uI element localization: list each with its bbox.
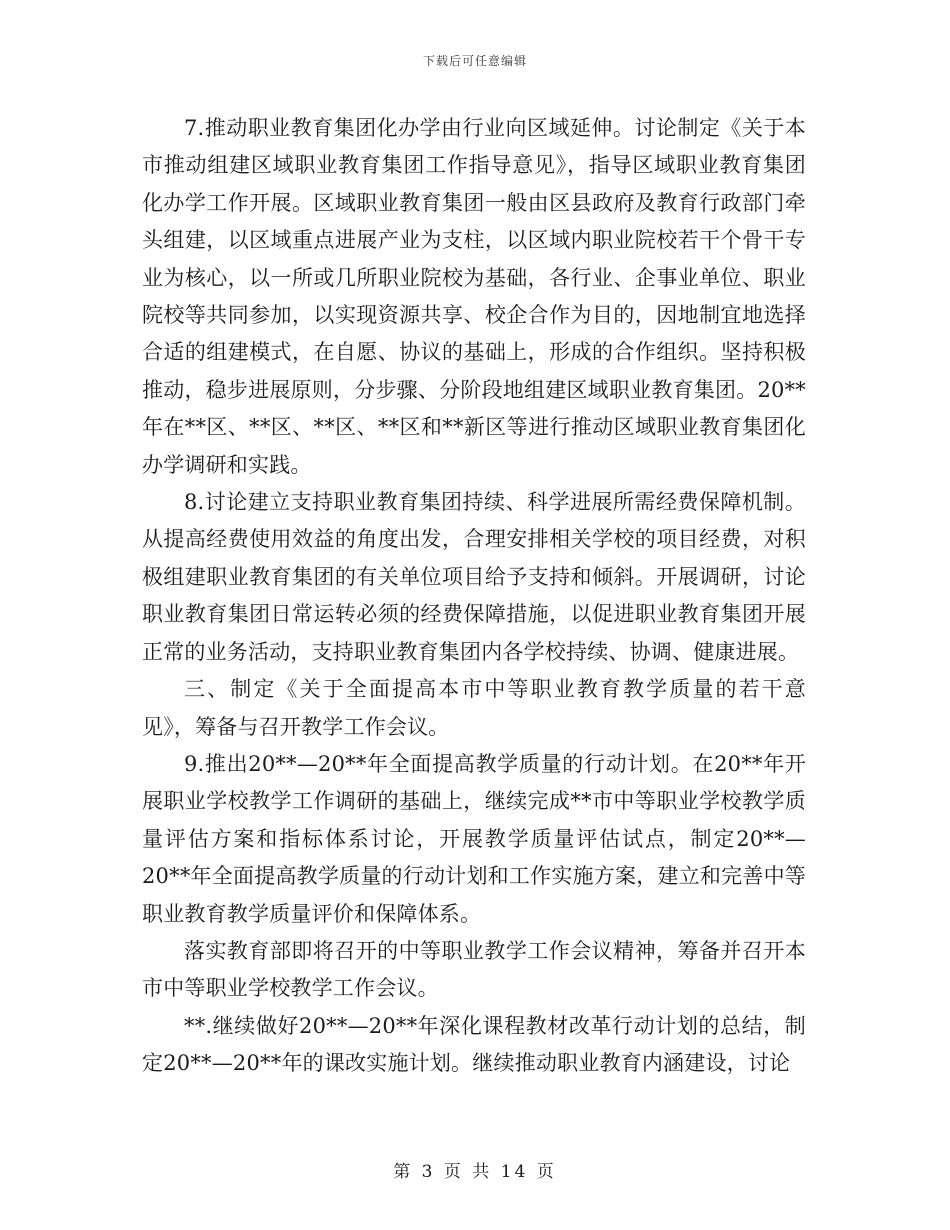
page-header: 下载后可任意编辑: [422, 54, 527, 68]
section-heading-three: 三、制定《关于全面提高本市中等职业教育教学质量的若干意见》，筹备与召开教学工作会议。: [142, 677, 806, 739]
paragraph-implementation: 落实教育部即将召开的中等职业教学工作会议精神，筹备并召开本市中等职业学校教学工作会议。: [142, 938, 806, 1001]
paragraph-item-9: 9.推出20**—20**年全面提高教学质量的行动计划。在20**年开展职业学校教学工作调研的基础上，继续完成**市中等职业学校教学质量评估方案和指标体系讨论，开展教学质量评估试点，制定20**—20**年全面提高教学质量的行动计划和工作实施方案，建立和完善中等职业教育教学质量评价和保障体系。: [142, 751, 806, 926]
document-body: [142, 110, 806, 1083]
paragraph-item-7: 7.推动职业教育集团化办学由行业向区域延伸。讨论制定《关于本市推动组建区域职业教育集团工作指导意见》，指导区域职业教育集团化办学工作开展。区域职业教育集团一般由区县政府及教育行政部门牵头组建，以区域重点进展产业为支柱，以区域内职业院校若干个骨干专业为核心，以一所或几所职业院校为基础，各行业、企事业单位、职业院校等共同参加，以实现资源共享、校企合作为目的，因地制宜地选择合适的组建模式，在自愿、协议的基础上，形成的合作组织。坚持积极推动，稳步进展原则，分步骤、分阶段地组建区域职业教育集团。20**年在**区、**区、**区、**区和**新区等进行推动区域职业教育集团化办学调研和实践。: [142, 116, 806, 477]
paragraph-item-8: 8.讨论建立支持职业教育集团持续、科学进展所需经费保障机制。从提高经费使用效益的角度出发，合理安排相关学校的项目经费，对积极组建职业教育集团的有关单位项目给予支持和倾斜。开展调研，讨论职业教育集团日常运转必须的经费保障措施，以促进职业教育集团开展正常的业务活动，支持职业教育集团内各学校持续、协调、健康进展。: [142, 490, 806, 664]
page-footer: 第 3 页 共 14 页: [393, 1162, 557, 1182]
paragraph-item-10: **.继续做好20**—20**年深化课程教材改革行动计划的总结，制定20**—20**年的课改实施计划。继续推动职业教育内涵建设，讨论: [142, 1013, 806, 1076]
